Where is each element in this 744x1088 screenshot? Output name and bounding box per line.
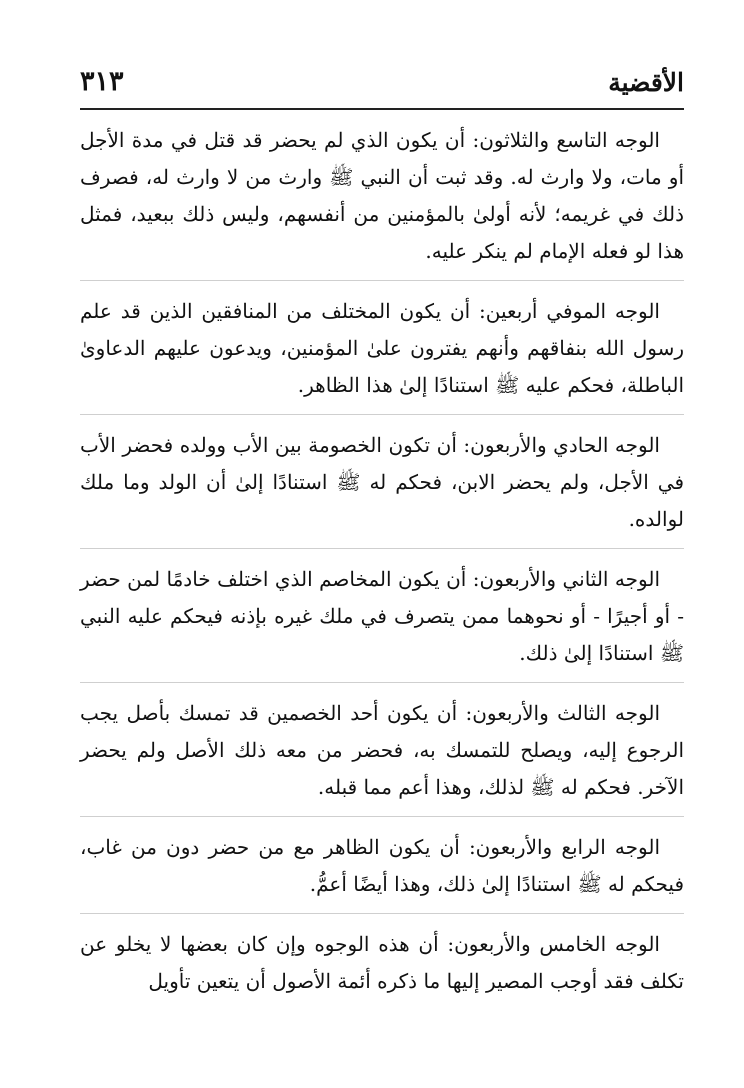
body-text xyxy=(80,122,684,1022)
paragraph-43: الوجه الثالث والأربعون: أن يكون أحد الخصمين قد تمسك بأصل يجب الرجوع إليه، ويصلح للتمسك به، فحضر من معه ذلك الأصل ولم يحضر الآخر. فحكم له ﷺ لذلك، وهذا أعم مما قبله. xyxy=(80,695,684,817)
paragraph-39: الوجه التاسع والثلاثون: أن يكون الذي لم يحضر قد قتل في مدة الأجل أو مات، ولا وارث له. وقد ثبت أن النبي ﷺ وارث من لا وارث له، فصرف ذلك في غريمه؛ لأنه أولىٰ بالمؤمنين من أنفسهم، وليس ذلك ببعيد، فمثل هذا لو فعله الإمام لم ينكر عليه. xyxy=(80,122,684,281)
paragraph-45: الوجه الخامس والأربعون: أن هذه الوجوه وإن كان بعضها لا يخلو عن تكلف فقد أوجب المصير إليها ما ذكره أئمة الأصول أن يتعين تأويل xyxy=(80,932,684,993)
paragraph-44: الوجه الرابع والأربعون: أن يكون الظاهر مع من حضر دون من غاب، فيحكم له ﷺ استنادًا إلىٰ ذلك، وهذا أيضًا أعمُّ. xyxy=(80,829,684,914)
paragraph-41: الوجه الحادي والأربعون: أن تكون الخصومة بين الأب وولده فحضر الأب في الأجل، ولم يحضر الابن، فحكم له ﷺ استنادًا إلىٰ أن الولد وما ملك لوالده. xyxy=(80,427,684,549)
page-number: ٣١٣ xyxy=(80,66,124,97)
page-header xyxy=(80,62,684,110)
paragraph-42: الوجه الثاني والأربعون: أن يكون المخاصم الذي اختلف خادمًا لمن حضر - أو أجيرًا - أو نحوهما ممن يتصرف في ملك غيره بإذنه فيحكم عليه النبي ﷺ استنادًا إلىٰ ذلك. xyxy=(80,561,684,683)
header-rule xyxy=(80,108,684,110)
running-title: الأقضية xyxy=(608,68,684,97)
paragraph-40: الوجه الموفي أربعين: أن يكون المختلف من المنافقين الذين قد علم رسول الله بنفاقهم وأنهم يفترون علىٰ المؤمنين، ويدعون عليهم الدعاوىٰ الباطلة، فحكم عليه ﷺ استنادًا إلىٰ هذا الظاهر. xyxy=(80,293,684,415)
